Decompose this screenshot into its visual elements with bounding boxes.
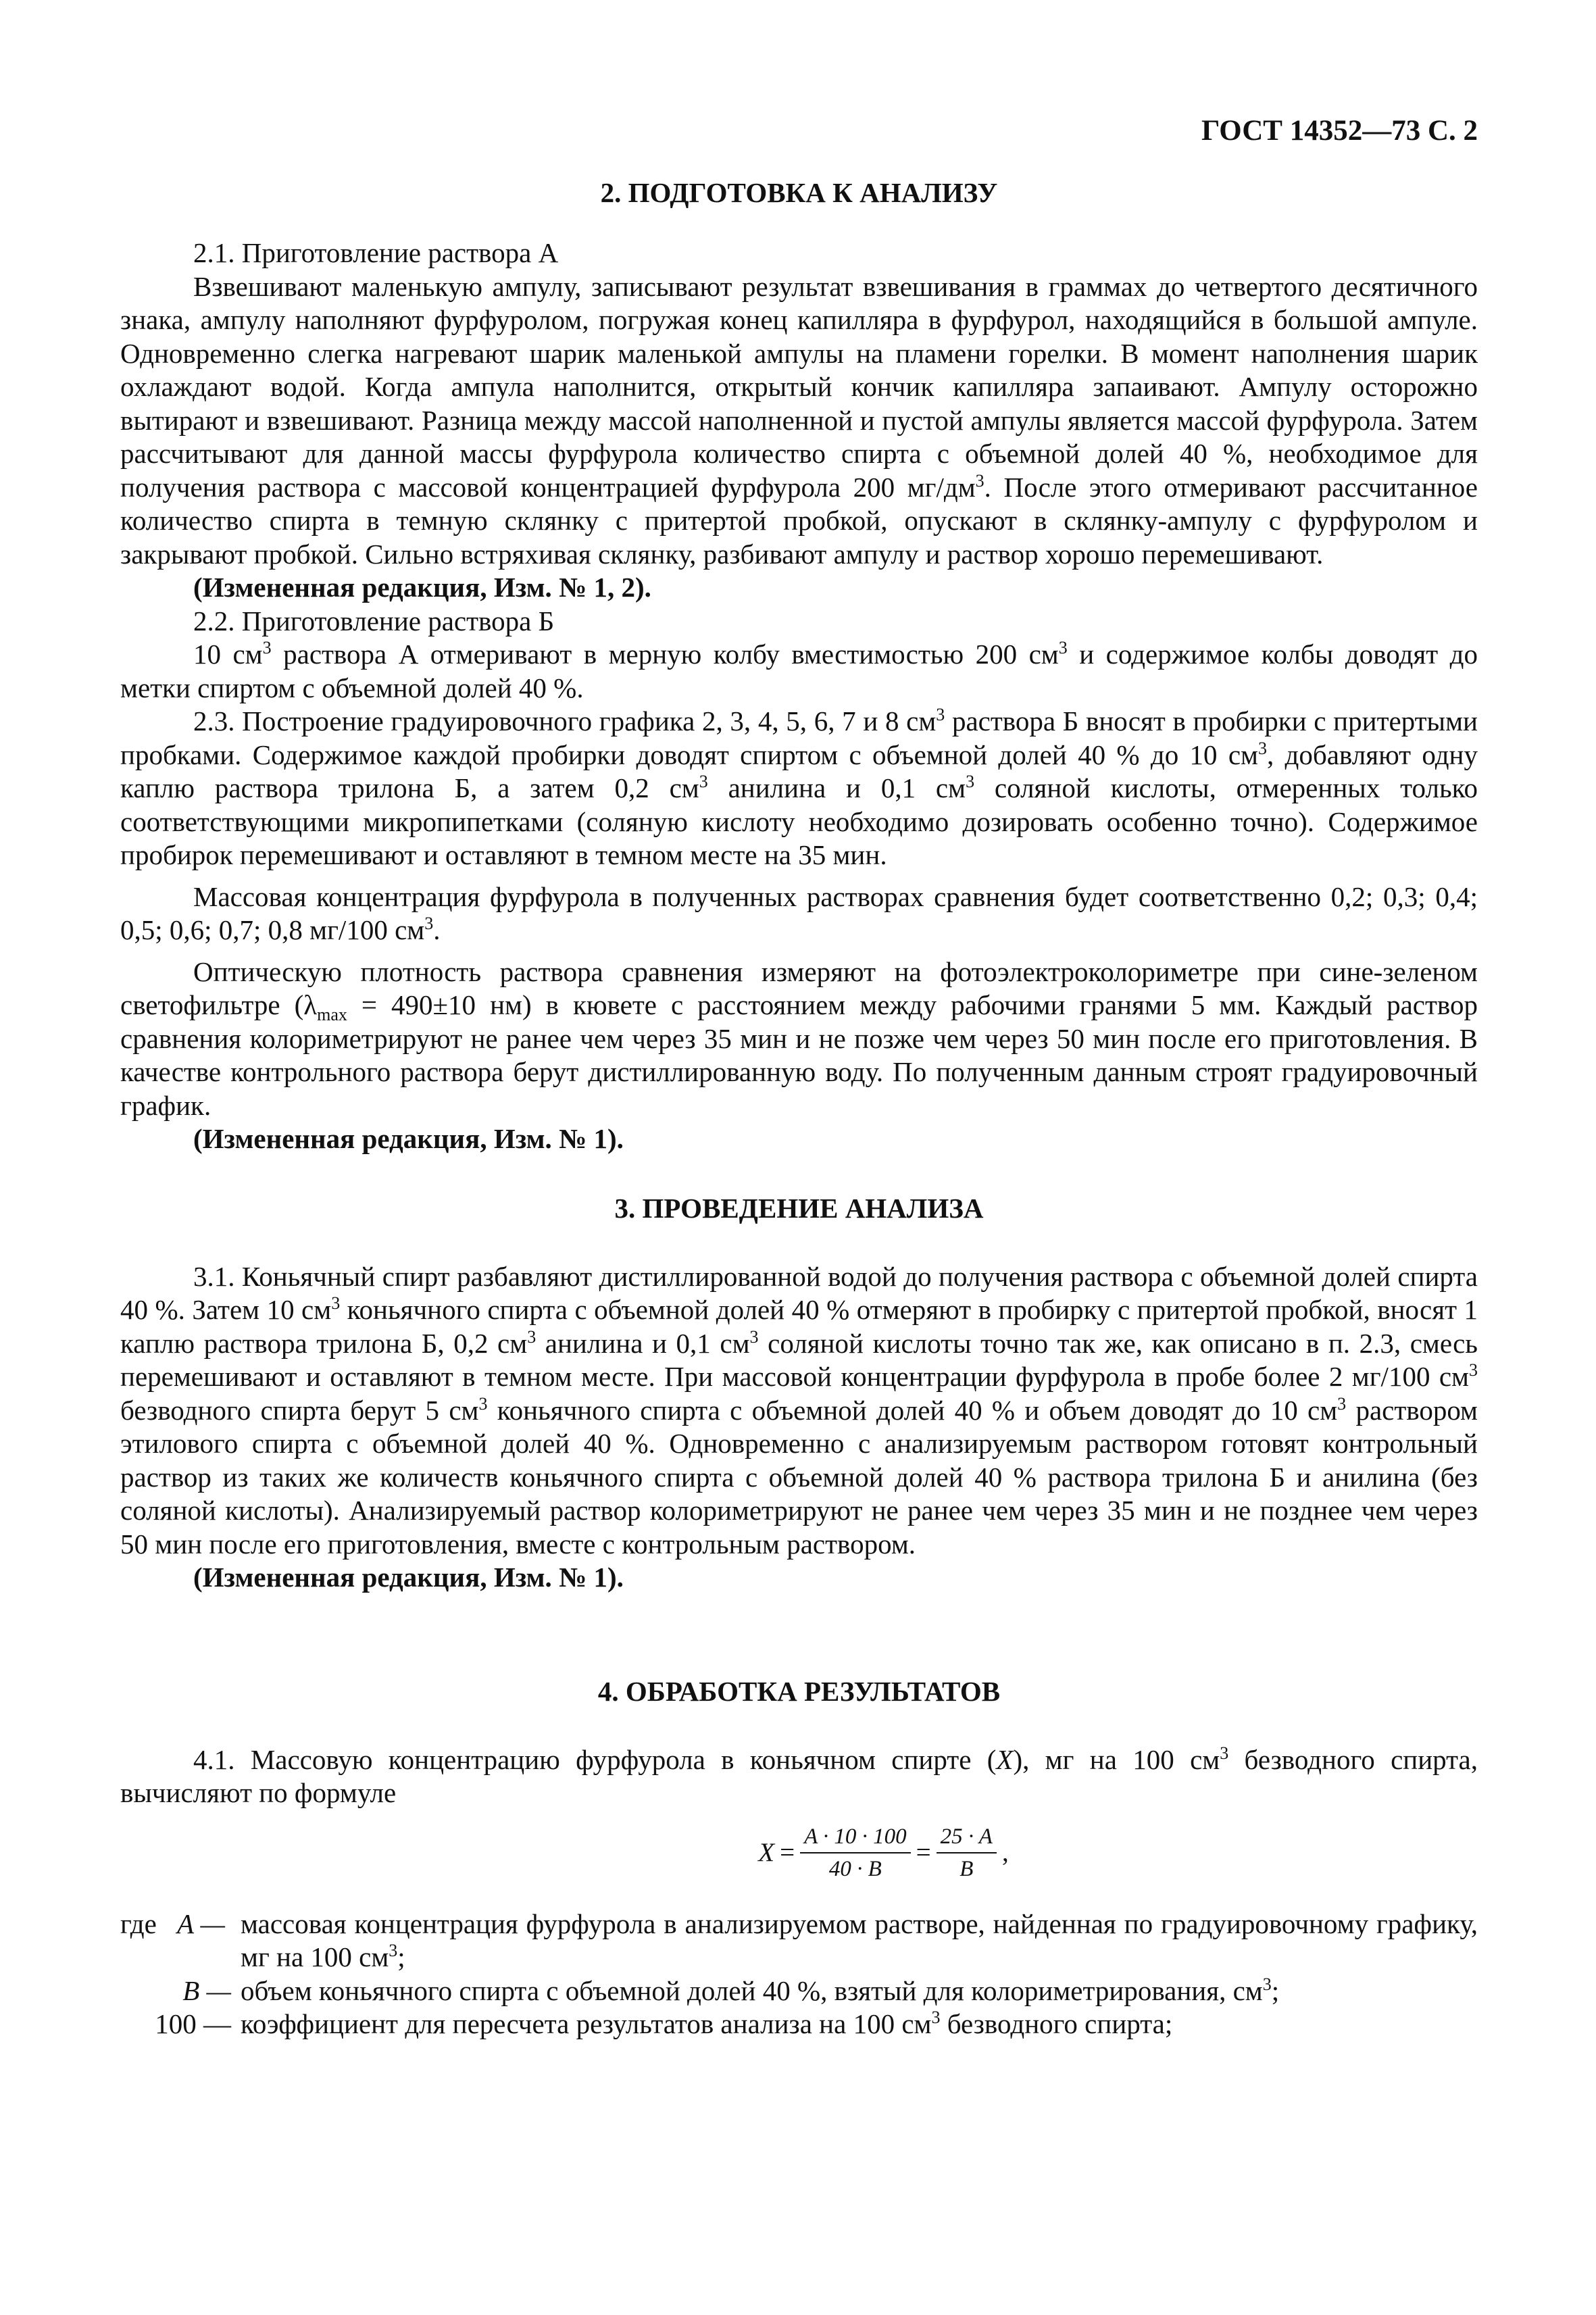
definition-text: [241, 2008, 1478, 2041]
definition-text: [241, 1908, 1478, 1974]
text-run: соляной кислоты точно так же, как описано в п. 2.3, смесь перемешивают и оставляют в темном месте. При массовой концентрации фурфурола в пробе более 2 мг/100 см: [120, 1327, 1478, 1392]
section-3-heading: 3. ПРОВЕДЕНИЕ АНАЛИЗА: [614, 1192, 984, 1224]
superscript: 3: [1469, 1360, 1478, 1380]
text-run: анилина и 0,1 см: [707, 772, 966, 803]
text-run: объем коньячного спирта с объемной долей 40 %, взятый для колориметрирования, см: [241, 1974, 1263, 2006]
superscript: 3: [1058, 638, 1068, 657]
variable-x: X: [996, 1743, 1014, 1775]
definition-term: 100 —: [155, 2008, 231, 2039]
fraction-2-denominator: B: [959, 1856, 974, 1881]
text-run: .: [433, 914, 441, 945]
text-run: коньячного спирта с объемной долей 40 % и объем доводят до 10 см: [487, 1394, 1338, 1426]
superscript: 3: [1257, 738, 1267, 758]
subscript: max: [317, 1005, 347, 1024]
definition-b: [120, 1974, 1478, 2008]
superscript: 3: [1337, 1393, 1347, 1414]
amendment-note-1-2: (Измененная редакция, Изм. № 1, 2).: [193, 572, 651, 603]
definition-text: [241, 1974, 1478, 2008]
fraction-1-numerator: A · 10 · 100: [800, 1822, 911, 1853]
text-run: безводного спирта берут 5 см: [120, 1394, 479, 1426]
text-run: Оптическую плотность раствора сравнения измеряют на фотоэлектроколориметре при сине-зеленом светофильтре (λ: [120, 955, 1478, 1020]
superscript: 3: [262, 638, 272, 657]
subsection-2-1-heading: 2.1. Приготовление раствора А: [193, 237, 559, 268]
superscript: 3: [527, 1326, 537, 1347]
section-4-heading: 4. ОБРАБОТКА РЕЗУЛЬТАТОВ: [597, 1675, 1001, 1707]
superscript: 3: [389, 1941, 398, 1960]
formula-lhs: X: [758, 1837, 775, 1867]
paragraph-2-1: [120, 270, 1478, 572]
section-2-heading: 2. ПОДГОТОВКА К АНАЛИЗУ: [600, 177, 998, 208]
paragraph-2-2: [120, 638, 1478, 705]
where-word: где: [120, 1908, 157, 1939]
text-run: раствора А отмеривают в мерную колбу вместимостью 200 см: [271, 639, 1059, 670]
document-header-id: ГОСТ 14352—73 С. 2: [1201, 115, 1478, 147]
paragraph-4-1: [120, 1743, 1478, 1810]
text-run: Массовая концентрация фурфурола в полученных растворах сравнения будет соответственно 0,2; 0,3; 0,4; 0,5; 0,6; 0,7; 0,8 мг/100 см: [120, 880, 1478, 945]
text-run: 10 см: [193, 639, 263, 670]
text-run: раствора Б вносят в пробирки с притертыми пробками. Содержимое каждой пробирки доводят спиртом с объемной долей 40 % до 10 см: [120, 705, 1478, 770]
text-run: раствором этилового спирта с объемной долей 40 %. Одновременно с анализируемым раствором готовят контрольный раствор из таких же количеств коньячного спирта с объемной долей 40 % раствора трилона Б и анилина (без соляной кислоты). Анализируемый раствор колориметрируют не ранее чем через 35 мин и не позднее чем через 50 мин после его приготовления, вместе с контрольным раствором.: [120, 1394, 1478, 1560]
formula-equals: =: [780, 1837, 795, 1867]
text-run: соляной кислоты, отмеренных только соответствующими микропипетками (соляную кислоту необходимо дозировать особенно точно). Содержимое пробирок перемешивают и оставляют в темном месте на 35 мин.: [120, 772, 1478, 870]
superscript: 3: [966, 772, 975, 791]
definition-term: B —: [182, 1974, 231, 2006]
text-run: коэффициент для пересчета результатов анализа на 100 см: [241, 2008, 932, 2039]
superscript: 3: [1220, 1743, 1229, 1763]
text-run: ;: [1271, 1974, 1280, 2006]
amendment-note-1-sec2: (Измененная редакция, Изм. № 1).: [193, 1123, 624, 1154]
superscript: 3: [331, 1293, 341, 1313]
amendment-note-1-sec3: (Измененная редакция, Изм. № 1).: [193, 1562, 624, 1593]
formula-equals: =: [916, 1837, 931, 1867]
paragraph-3-1: [120, 1260, 1478, 1562]
text-run: 3.1. Коньячный спирт разбавляют дистиллированной водой до получения раствора с объемной долей спирта 40 %. Затем 10 см: [120, 1260, 1478, 1325]
superscript: 3: [424, 914, 434, 933]
superscript: 3: [936, 705, 945, 724]
text-run: анилина и 0,1 см: [536, 1327, 750, 1359]
furfural-formula: [120, 1822, 1478, 1883]
text-run: и содержимое колбы доводят до метки спиртом с объемной долей 40 %.: [120, 639, 1478, 703]
text-run: Взвешивают маленькую ампулу, записывают результат взвешивания в граммах до четвертого десятичного знака, ампулу наполняют фурфуролом, погружая конец капилляра в фурфурол, находящийся в большой ампуле. Одновременно слегка нагревают шарик маленькой ампулы на пламени горелки. В момент наполнения шарик охлаждают водой. Когда ампула наполнится, открытый кончик капилляра запаивают. Ампулу осторожно вытирают и взвешивают. Разница между массой наполненной и пустой ампулы является массой фурфурола. Затем рассчитывают для данной массы фурфурола количество спирта с объемной долей 40 %, необходимое для получения раствора с массовой концентрацией фурфурола 200 мг/дм: [120, 270, 1478, 503]
paragraph-2-3: [120, 705, 1478, 872]
superscript: 3: [699, 772, 708, 791]
definition-term: A —: [177, 1908, 226, 1939]
definitions-list: [120, 1908, 1478, 2041]
superscript: 3: [975, 470, 984, 491]
text-run: , добавляют одну каплю раствора трилона Б, а затем 0,2 см: [120, 739, 1478, 803]
text-run: массовая концентрация фурфурола в анализируемом растворе, найденная по градуировочному графику, мг на 100 см: [241, 1908, 1478, 1972]
definition-100: [120, 2008, 1478, 2041]
subsection-2-2-heading: 2.2. Приготовление раствора Б: [193, 605, 555, 637]
text-run: безводного спирта;: [940, 2008, 1173, 2039]
superscript: 3: [478, 1393, 488, 1414]
formula-fraction-2: [937, 1822, 997, 1883]
paragraph-2-3-optical-density: [120, 955, 1478, 1123]
text-run: безводного спирта, вычисляют по формуле: [120, 1743, 1478, 1808]
formula-fraction-1: [800, 1822, 911, 1883]
text-run: 2.3. Построение градуировочного графика 2, 3, 4, 5, 6, 7 и 8 см: [193, 705, 937, 737]
text-run: 4.1. Массовую концентрацию фурфурола в коньячном спирте (: [193, 1743, 997, 1775]
text-run: ;: [397, 1941, 405, 1972]
text-run: = 490±10 нм) в кювете с расстоянием между рабочими гранями 5 мм. Каждый раствор сравнения колориметрируют не ранее чем через 35 мин и не позже чем через 50 мин после его приготовления. В качестве контрольного раствора берут дистиллированную воду. По полученным данным строят градуировочный график.: [120, 989, 1478, 1121]
fraction-2-numerator: 25 · A: [937, 1822, 997, 1853]
text-run: . После этого отмеривают рассчитанное количество спирта в темную склянку с притертой пробкой, опускают в склянку-ампулу с фурфуролом и закрывают пробкой. Сильно встряхивая склянку, разбивают ампулу и раствор хорошо перемешивают.: [120, 471, 1478, 570]
superscript: 3: [749, 1326, 759, 1347]
superscript: 3: [1262, 1974, 1272, 1994]
text-run: ), мг на 100 см: [1013, 1743, 1220, 1775]
paragraph-2-3-concentrations: [120, 880, 1478, 947]
superscript: 3: [931, 2008, 941, 2027]
text-run: коньячного спирта с объемной долей 40 % отмеряют в пробирку с притертой пробкой, вносят 1 каплю раствора трилона Б, 0,2 см: [120, 1294, 1478, 1359]
definition-a: [120, 1908, 1478, 1974]
fraction-1-denominator: 40 · B: [828, 1856, 882, 1881]
formula-tail: ,: [1001, 1837, 1009, 1867]
